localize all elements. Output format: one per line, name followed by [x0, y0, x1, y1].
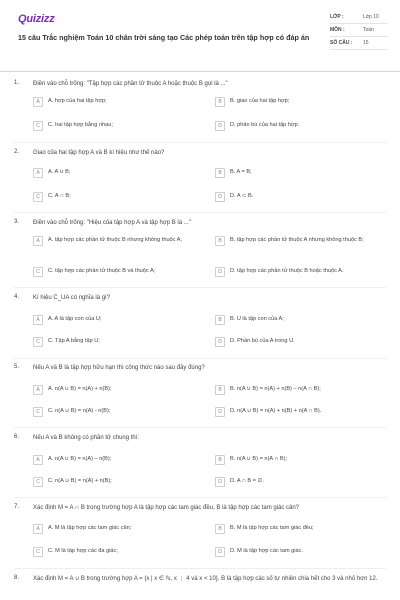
- option-text: D. Phần bù của A trong U.: [230, 338, 295, 344]
- option-b[interactable]: [215, 315, 385, 325]
- option-letter: A: [33, 236, 43, 246]
- option-d[interactable]: [215, 547, 385, 557]
- option-text: A. M là tập hợp các tam giác cân;: [48, 525, 132, 531]
- option-a[interactable]: [33, 236, 203, 246]
- quizizz-logo: Quizizz: [18, 13, 55, 25]
- option-letter: C: [33, 477, 43, 487]
- option-letter: A: [33, 455, 43, 465]
- option-letter: C: [33, 337, 43, 347]
- option-d[interactable]: [215, 192, 385, 202]
- question-divider: [14, 358, 386, 359]
- option-text: A. n(A ∪ B) = n(A) – n(B);: [48, 456, 112, 462]
- option-b[interactable]: [215, 524, 385, 534]
- meta-table: [330, 11, 388, 50]
- option-letter: A: [33, 524, 43, 534]
- option-text: C. Tập A bằng tập U;: [48, 338, 100, 344]
- option-letter: C: [33, 121, 43, 131]
- option-text: B. tập hợp các phần tử thuộc A nhưng không thuộc B;: [230, 237, 364, 243]
- option-d[interactable]: [215, 337, 385, 347]
- question-divider: [14, 287, 386, 288]
- meta-key: SỐ CÂU :: [330, 40, 353, 46]
- worksheet-header: [0, 0, 400, 72]
- option-letter: C: [33, 547, 43, 557]
- option-letter: C: [33, 407, 43, 417]
- option-text: A. A ∪ B;: [48, 169, 71, 175]
- meta-row-subject: [330, 24, 388, 37]
- option-text: C. n(A ∪ B) = n(A) - n(B);: [48, 408, 111, 414]
- option-letter: B: [215, 524, 225, 534]
- option-letter: C: [33, 267, 43, 277]
- option-a[interactable]: [33, 524, 203, 534]
- question-divider: [14, 427, 386, 428]
- meta-value: Lớp 10: [363, 14, 379, 20]
- meta-key: MÔN :: [330, 27, 345, 33]
- option-letter: A: [33, 97, 43, 107]
- question-number: 3.: [14, 219, 20, 225]
- question-text: Nếu A và B không có phần tử chung thì:: [33, 435, 140, 441]
- question-text: Nếu A và B là tập hợp hữu hạn thì công thức nào sau đây đúng?: [33, 365, 205, 371]
- option-letter: B: [215, 97, 225, 107]
- question-divider: [14, 497, 386, 498]
- question-number: 4.: [14, 294, 20, 300]
- option-c[interactable]: [33, 337, 203, 347]
- option-letter: B: [215, 168, 225, 178]
- option-text: A. tập hợp các phần tử thuộc B nhưng không thuộc A;: [48, 237, 182, 243]
- option-a[interactable]: [33, 385, 203, 395]
- question-number: 1.: [14, 80, 20, 86]
- option-letter: D: [215, 337, 225, 347]
- option-letter: A: [33, 168, 43, 178]
- option-c[interactable]: [33, 547, 203, 557]
- option-text: C. hai tập hợp bằng nhau;: [48, 122, 113, 128]
- option-b[interactable]: [215, 385, 385, 395]
- question-text: Điền vào chỗ trống: "Tập hợp các phần tử thuộc A hoặc thuộc B gọi là ...": [33, 81, 228, 87]
- option-a[interactable]: [33, 97, 203, 107]
- option-text: A. n(A ∪ B) = n(A) + n(B);: [48, 386, 112, 392]
- option-letter: A: [33, 385, 43, 395]
- option-text: B. U là tập con của A;: [230, 316, 284, 322]
- question-text: Xác định M = A ∩ B trong trường hợp A là tập hợp các tam giác đều, B là tập hợp các tam giác cân?: [33, 505, 300, 511]
- option-b[interactable]: [215, 168, 385, 178]
- question-number: 2.: [14, 149, 20, 155]
- option-letter: D: [215, 121, 225, 131]
- question-number: 6.: [14, 434, 20, 440]
- option-text: D. A ⊂ B.: [230, 193, 254, 199]
- question-text: Điền vào chỗ trống: "Hiệu của tập hợp A và tập hợp B là ...": [33, 220, 191, 226]
- question-divider: [14, 212, 386, 213]
- question-text: Xác định M = A ∪ B trong trường hợp A = {x | x ∈ ℕ, x ⋮ 4 và x < 10}, B là tập hợp các số tự nhiên chia hết cho 3 và nhỏ hơn 12.: [33, 576, 378, 582]
- option-text: B. M là tập hợp các tam giác đều;: [230, 525, 314, 531]
- option-letter: B: [215, 455, 225, 465]
- option-c[interactable]: [33, 407, 203, 417]
- option-c[interactable]: [33, 192, 203, 202]
- question-text: Kí hiệu C_UA có nghĩa là gì?: [33, 295, 111, 301]
- worksheet-title: 15 câu Trắc nghiệm Toán 10 chân trời sáng tạo Các phép toán trên tập hợp có đáp án: [18, 33, 310, 42]
- option-d[interactable]: [215, 477, 385, 487]
- option-text: C. A ∩ B;: [48, 193, 71, 199]
- option-b[interactable]: [215, 236, 385, 246]
- option-d[interactable]: [215, 407, 385, 417]
- option-text: A. hợp của hai tập hợp;: [48, 98, 107, 104]
- option-letter: D: [215, 547, 225, 557]
- option-letter: D: [215, 477, 225, 487]
- option-d[interactable]: [215, 121, 385, 131]
- option-text: C. n(A ∪ B) = n(A) + n(B);: [48, 478, 112, 484]
- option-text: C. tập hợp các phần tử thuộc B và thuộc A;: [48, 268, 156, 274]
- option-b[interactable]: [215, 97, 385, 107]
- meta-row-class: [330, 11, 388, 24]
- option-c[interactable]: [33, 267, 203, 277]
- option-letter: A: [33, 315, 43, 325]
- option-letter: B: [215, 236, 225, 246]
- option-letter: B: [215, 315, 225, 325]
- meta-value: Toán: [363, 27, 374, 33]
- question-number: 8.: [14, 575, 20, 581]
- option-letter: D: [215, 192, 225, 202]
- question-text: Giao của hai tập hợp A và B kí hiệu như thế nào?: [33, 150, 165, 156]
- option-text: B. giao của hai tập hợp;: [230, 98, 290, 104]
- option-d[interactable]: [215, 267, 385, 277]
- meta-value: 15: [363, 40, 369, 46]
- question-number: 5.: [14, 364, 20, 370]
- option-letter: C: [33, 192, 43, 202]
- question-divider: [14, 142, 386, 143]
- option-b[interactable]: [215, 455, 385, 465]
- meta-key: LỚP :: [330, 14, 344, 20]
- option-text: B. n(A ∪ B) = n(A ∩ B);: [230, 456, 288, 462]
- meta-row-count: [330, 37, 388, 50]
- option-text: C. M là tập hợp các đa giác;: [48, 548, 118, 554]
- option-a[interactable]: [33, 168, 203, 178]
- question-divider: [14, 568, 386, 569]
- option-text: A. A là tập con của U;: [48, 316, 102, 322]
- option-letter: D: [215, 407, 225, 417]
- option-text: B. n(A ∪ B) = n(A) + n(B) – n(A ∩ B);: [230, 386, 321, 392]
- option-c[interactable]: [33, 477, 203, 487]
- option-text: D. n(A ∪ B) = n(A) + n(B) + n(A ∩ B).: [230, 408, 322, 414]
- option-text: D. M là tập hợp các tam giác.: [230, 548, 303, 554]
- option-a[interactable]: [33, 455, 203, 465]
- question-number: 7.: [14, 504, 20, 510]
- option-text: B. A = B;: [230, 169, 252, 175]
- option-letter: B: [215, 385, 225, 395]
- option-letter: D: [215, 267, 225, 277]
- option-text: D. tập hợp các phần tử thuộc B hoặc thuộc A.: [230, 268, 344, 274]
- option-c[interactable]: [33, 121, 203, 131]
- option-text: D. A ∩ B = ∅.: [230, 478, 264, 484]
- option-a[interactable]: [33, 315, 203, 325]
- option-text: D. phần bù của hai tập hợp.: [230, 122, 300, 128]
